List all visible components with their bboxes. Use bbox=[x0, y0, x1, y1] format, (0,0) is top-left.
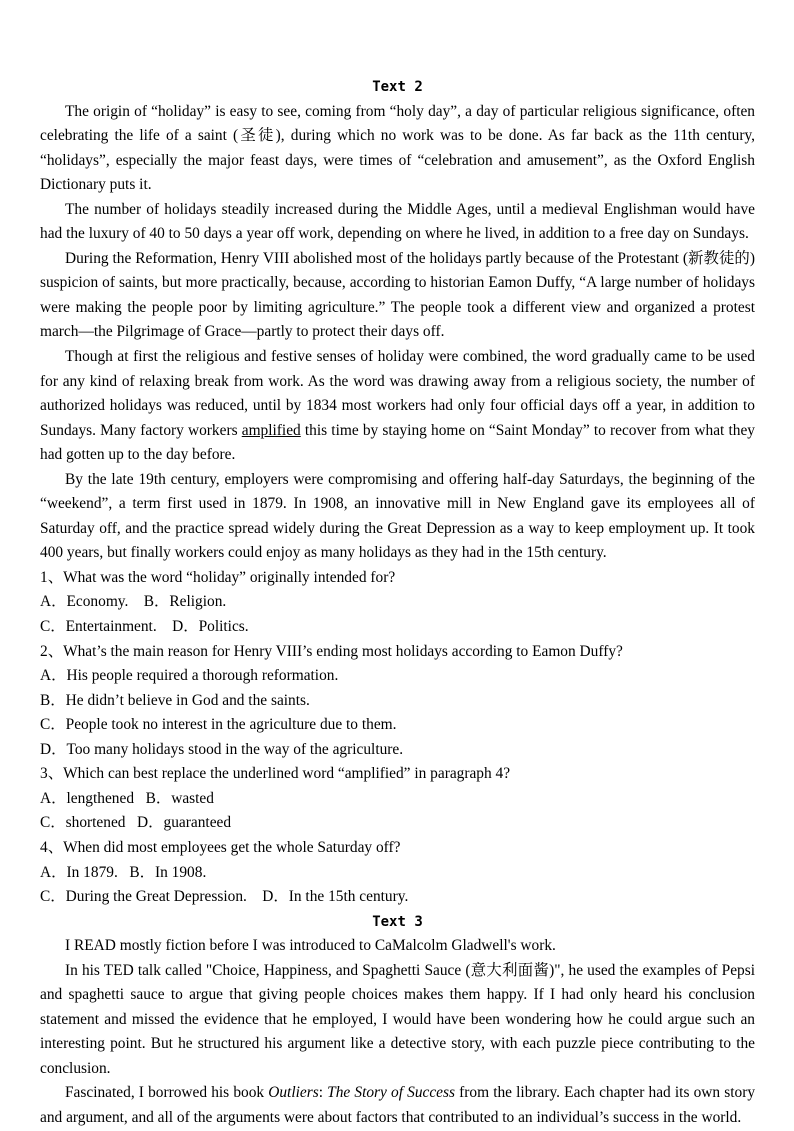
question-2 bbox=[40, 640, 755, 665]
question-4-options-cd bbox=[40, 885, 755, 910]
text-run: During the Reformation, Henry VIII abolished most of the holidays partly because of the Protestant (新教徒的) suspicion of saints, but more practically, because, according to historian Eamon Duffy, “A large number of holidays were making the people poor by limiting agriculture.” The people took a different view and organized a protest march—the Pilgrimage of Grace—partly to protect their days off. bbox=[40, 249, 755, 341]
text-run: from the library. Each chapter had its own story and argument, and all of the arguments were about factors that contributed to an individual’s success in the world. bbox=[40, 1084, 756, 1126]
question-4-options-ab bbox=[40, 861, 755, 886]
text3-paragraph-2 bbox=[40, 959, 755, 1082]
text-run: 1、What was the word “holiday” originally intended for? bbox=[40, 568, 396, 586]
question-3-options-ab bbox=[40, 787, 755, 812]
text-run: C．Entertainment. D．Politics. bbox=[40, 618, 249, 636]
text2-paragraph-2 bbox=[40, 198, 755, 247]
text-run: Text 2 bbox=[372, 79, 423, 95]
text-run: A．In 1879. B．In 1908. bbox=[40, 863, 207, 881]
text3-heading bbox=[40, 910, 755, 935]
text2-paragraph-4 bbox=[40, 345, 755, 468]
text-run: A．Economy. B．Religion. bbox=[40, 593, 227, 611]
question-1-options-cd bbox=[40, 615, 755, 640]
text3-paragraph-3 bbox=[40, 1081, 755, 1130]
text-run: Text 3 bbox=[372, 913, 423, 930]
text-run: 4、When did most employees get the whole Saturday off? bbox=[40, 838, 401, 856]
text-run: D．Too many holidays stood in the way of the agriculture. bbox=[40, 740, 404, 758]
question-4 bbox=[40, 836, 755, 861]
question-3-options-cd bbox=[40, 811, 755, 836]
text-run: By the late 19th century, employers were compromising and offering half-day Saturdays, the beginning of the “weekend”, a term first used in 1879. In 1908, an innovative mill in New England gave its employees all of Saturday off, and the practice spread widely during the Great Depression as a way to keep employment up. It took 400 years, but finally workers could enjoy as many holidays as they had in the 15th century. bbox=[40, 470, 755, 562]
question-1-options-ab bbox=[40, 590, 755, 615]
question-1 bbox=[40, 566, 755, 591]
text-run: A．lengthened B．wasted bbox=[40, 789, 214, 807]
question-3 bbox=[40, 762, 755, 787]
text-run: The origin of “holiday” is easy to see, coming from “holy day”, a day of particular religious significance, often celebrating the life of a saint (圣徒), during which no work was to be done. As far back as the 11th century, “holidays”, especially the major feast days, were times of “celebration and amusement”, as the Oxford English Dictionary puts it. bbox=[40, 102, 755, 194]
text2-heading bbox=[40, 75, 755, 100]
text-run: C．shortened D．guaranteed bbox=[40, 814, 232, 832]
text-run: B．He didn’t believe in God and the saints. bbox=[40, 691, 310, 709]
text-run: A．His people required a thorough reformation. bbox=[40, 667, 339, 685]
text-run: I READ mostly fiction before I was introduced to CaMalcolm Gladwell's work. bbox=[65, 937, 556, 955]
question-2-option-d bbox=[40, 738, 755, 763]
text3-paragraph-1 bbox=[40, 934, 755, 959]
text-run: Fascinated, I borrowed his book bbox=[65, 1084, 269, 1102]
text2-paragraph-3 bbox=[40, 247, 755, 345]
text-run: 3、Which can best replace the underlined word “amplified” in paragraph 4? bbox=[40, 765, 511, 783]
text-run: Though at first the religious and festive senses of holiday were combined, the word gradually came to be used for any kind of relaxing break from work. As the word was drawing away from a religious society, the number of authorized holidays was reduced, until by 1834 most workers had only four official days off a year, in addition to Sundays. Many factory workers bbox=[40, 348, 755, 439]
text2-paragraph-5 bbox=[40, 468, 755, 566]
question-2-option-b bbox=[40, 689, 755, 714]
text-run: In his TED talk called "Choice, Happiness, and Spaghetti Sauce (意大利面酱)", he used the examples of Pepsi and spaghetti sauce to argue that giving people choices makes them happy. If I had only heard his conclusion statement and missed the evidence that he employed, I would have been wondering how he could argue such an interesting point. But he structured his argument like a detective story, with each puzzle piece contributing to the conclusion. bbox=[40, 961, 755, 1077]
italic-text: Outliers bbox=[268, 1084, 319, 1102]
text-run: : bbox=[318, 1084, 328, 1102]
text-run: C．People took no interest in the agriculture due to them. bbox=[40, 716, 397, 734]
question-2-option-c bbox=[40, 713, 755, 738]
underlined-word: amplified bbox=[241, 421, 301, 439]
question-2-option-a bbox=[40, 664, 755, 689]
text-run: 2、What’s the main reason for Henry VIII’s ending most holidays according to Eamon Duffy? bbox=[40, 642, 623, 660]
text-run: C．During the Great Depression. D．In the 15th century. bbox=[40, 888, 409, 906]
text-run: The number of holidays steadily increased during the Middle Ages, until a medieval Englishman would have had the luxury of 40 to 50 days a year off work, depending on where he lived, in addition to a free day on Sundays. bbox=[40, 200, 755, 243]
italic-text: The Story of Success bbox=[327, 1084, 455, 1102]
text2-paragraph-1 bbox=[40, 100, 755, 198]
text-run: this time by staying home on “Saint Monday” to recover from what they had gotten up to the day before. bbox=[40, 421, 755, 464]
